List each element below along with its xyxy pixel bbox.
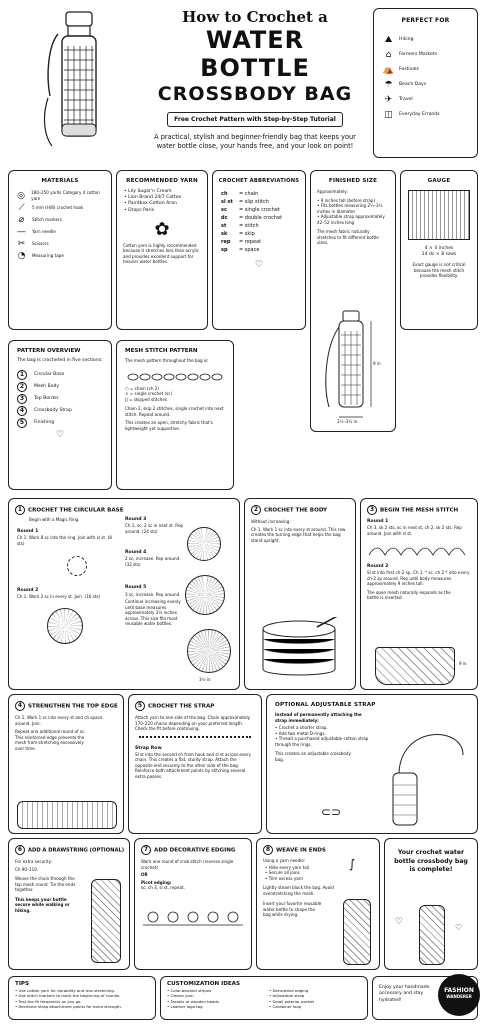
optional-strap-card	[266, 694, 478, 834]
mountain-icon: ⛰	[384, 35, 393, 45]
crossbody-bag-illustration	[389, 715, 473, 829]
market-stall-icon: ⌂	[385, 50, 392, 60]
d-ring-icon: ⊂⊃	[321, 805, 342, 819]
round-2-title: Round 2	[17, 588, 39, 594]
legend-chain: ○ = chain (ch 2)	[125, 385, 159, 391]
step-8-card	[256, 838, 380, 970]
hero-bottle-illustration	[38, 6, 116, 156]
perfect-for-item: ☂ Beach Days	[382, 80, 469, 90]
mesh-body-1: Chain 2, skip 2 stitches, single crochet into next stitch. Repeat around.	[125, 406, 224, 417]
perfect-for-title: PERFECT FOR	[401, 17, 450, 24]
title-line-2: WATER BOTTLE	[200, 26, 310, 82]
legend-single-crochet: × = single crochet (sc)	[125, 391, 173, 397]
perfect-for-item: ⌂ Farmers Markets	[382, 50, 469, 60]
idea-item: • Leather logo tag	[167, 1004, 259, 1009]
width-dimension: 2½–3½ in	[337, 419, 358, 424]
step-8-body-1: Lightly steam block the bag. Avoid overstretching the mesh.	[263, 885, 334, 896]
idea-item: • Decorative edging	[269, 988, 314, 993]
step-3-title: 3 BEGIN THE MESH STITCH	[367, 505, 477, 515]
step-6-title: 6 ADD A DRAWSTRING (OPTIONAL)	[15, 845, 129, 855]
overview-item: 5 Finishing	[17, 418, 103, 428]
gauge-note: Exact gauge is not critical because the mesh stitch provides flexibility.	[412, 262, 466, 279]
yarn-item: • Paintbox Cotton Aran	[124, 201, 200, 207]
heart-icon: ♡	[455, 923, 463, 932]
overview-item: 2 Mesh Body	[17, 382, 103, 392]
mesh-round-2-title: Round 2	[367, 564, 389, 570]
step-6-lead: For extra security:	[15, 859, 53, 864]
step-4-card	[8, 694, 124, 834]
ideas-col-2	[269, 988, 314, 1009]
step-2-body: Ch 1. Work 1 sc into every st around. This row creates the turning edge that helps the bag stand upright.	[251, 526, 346, 543]
step-6-note: This keeps your bottle secure while walking or hiking.	[15, 896, 70, 913]
gauge-line-1: 4 × 4 inches	[424, 246, 454, 251]
step-4-title: 4 STRENGTHEN THE TOP EDGE	[15, 701, 123, 711]
mesh-note: The open mesh naturally expands as the bottle is inserted.	[367, 589, 451, 601]
gauge-card	[400, 170, 478, 330]
round-5-note: Continue increasing evenly until base measures approximately 3½ inches across. This size fits most reusable water bottles.	[125, 599, 181, 627]
material-item: ◔ Measuring tape	[15, 251, 105, 261]
yarn-list	[117, 184, 207, 219]
heart-icon: ♡	[55, 430, 65, 441]
stitch-marker-icon: ⌀	[18, 215, 25, 226]
material-item: — Yarn needle	[17, 227, 56, 238]
basket-illustration	[257, 617, 347, 683]
shopping-bag-icon: ◫	[384, 110, 393, 120]
picot-text: sc, ch 3, sl st, repeat.	[141, 885, 185, 891]
round-5-text: 3 sc, increase. Rep around.	[125, 591, 181, 597]
optional-strap-title: OPTIONAL ADJUSTABLE STRAP	[275, 702, 376, 708]
pattern-overview-card	[8, 340, 112, 490]
idea-item: • Tassels or wooden beads	[167, 999, 259, 1004]
optional-strap-item: • Add two metal D-rings.	[275, 731, 371, 737]
perfect-for-item: ◫ Everyday Errands	[382, 110, 469, 120]
optional-strap-note: This creates an adjustable crossbody bag.	[275, 751, 351, 762]
finished-size-item: • Adjustable strap approximately 42–52 inches long	[317, 214, 389, 225]
title-line-3: CROSSBODY BAG	[157, 83, 353, 105]
abbreviations-card	[212, 170, 306, 330]
step-7-body: Work one round of crab stitch (reverse single crochet)	[141, 859, 234, 870]
round-5-title: Round 5	[125, 585, 147, 591]
recommended-yarn-card	[116, 170, 208, 330]
round-3-text: Ch 1, sc, 2 sc in next st. Rep around. (24 sts)	[125, 523, 184, 534]
mesh-diagram	[117, 368, 233, 386]
round-3-diagram	[187, 527, 221, 561]
customization-card	[160, 976, 368, 1020]
tip-item: • Reinforce strap attachment points for extra strength.	[15, 1004, 149, 1009]
material-item: ✂ Scissors	[15, 239, 105, 249]
drawstring-bag-illustration	[91, 879, 121, 963]
round-5-diagram	[187, 629, 231, 673]
mesh-stitch-card	[116, 340, 234, 490]
tips-title: TIPS	[15, 981, 30, 987]
round-2-text: Ch 1. Work 2 sc in every st. Join. (16 sts)	[17, 594, 101, 600]
measuring-tape-icon: ◔	[17, 251, 26, 262]
step-8-body-2: Insert your favorite reusable water bottle to shape the bag while drying.	[263, 901, 322, 918]
step-8-list	[257, 864, 379, 883]
material-item: ⌀ Stitch markers	[15, 215, 105, 225]
step-2-sub: Without increasing:	[251, 519, 291, 524]
step-8-item: • Secure all joins	[265, 870, 371, 876]
needle-icon: ∫	[349, 857, 356, 871]
step-5-card	[128, 694, 262, 834]
optional-strap-lead: Instead of permanently attaching the strap immediately:	[275, 712, 362, 723]
perfect-for-item: ⛰ Hiking	[382, 35, 469, 45]
optional-strap-item: • Crochet a shorter strap.	[275, 725, 371, 731]
round-4-diagram	[185, 575, 225, 615]
idea-item: • Color-blocked stripes	[167, 988, 259, 993]
ideas-col-1	[167, 988, 259, 1009]
material-item: ◎ 180–250 yards Category 4 cotton yarn	[15, 190, 105, 201]
subtitle-banner: Free Crochet Pattern with Step-by-Step Tutorial	[167, 112, 343, 127]
mesh-round-2-text: Sl st into first ch-2 sp. Ch 1. * sc, ch 2 * into every ch-2 sp around. Rep until body measures approximately 9 inches tall.	[367, 570, 470, 587]
step-1-card	[8, 498, 240, 690]
yarn-item: • Lion Brand 24/7 Cotton	[124, 195, 200, 201]
overview-lead: The bag is crocheted in five sections:	[17, 358, 103, 363]
magic-ring-diagram	[67, 556, 87, 576]
step-1-sub: Begin with a Magic Ring.	[29, 517, 80, 522]
round-4-text: 2 sc, increase. Rep around. (32 sts)	[125, 556, 181, 567]
step-4-body-2: Repeat one additional round of sc. This reinforced edge prevents the mesh from stretching excessively over time.	[15, 729, 86, 751]
complete-text: Your crochet water bottle crossbody bag is complete!	[394, 849, 468, 874]
gauge-swatch	[408, 190, 470, 240]
umbrella-icon: ☂	[384, 80, 393, 90]
yarn-note: Cotton yarn is highly recommended because it stretches less than acrylic and provides excellent support for heavier water bottles.	[123, 242, 199, 265]
optional-strap-list	[267, 723, 379, 749]
round-3-title: Round 3	[125, 517, 147, 522]
step-7-card	[134, 838, 252, 970]
step-2-title: 2 CROCHET THE BODY	[251, 505, 355, 515]
materials-card	[8, 170, 112, 330]
tip-item: • Test the fit frequently as you go.	[15, 999, 149, 1004]
tent-icon: ⛺	[382, 65, 395, 75]
strap-row-title: Strap Row	[135, 745, 162, 751]
idea-item: • Ombre yarn	[167, 993, 259, 998]
yarn-item: • Lily Sugar'n Cream	[124, 189, 200, 195]
perfect-for-item: ⛺ Festivals	[382, 65, 419, 75]
step-7-title: 7 ADD DECORATIVE EDGING	[141, 845, 251, 855]
sized-bottle-illustration	[319, 307, 391, 427]
base-diameter-label: 3½ in	[199, 677, 211, 682]
mesh-chain-diagram	[367, 539, 471, 561]
heart-icon: ♡	[254, 260, 264, 270]
overview-item: 3 Top Border	[17, 394, 103, 404]
tip-item: • Use cotton yarn for durability and less stretching.	[15, 988, 149, 993]
mesh-lead: The mesh pattern throughout the bag is:	[125, 358, 209, 363]
step-5-body-2: Sl st into the second ch from hook and sl st across every chain. This creates a flat, sturdy strap. Attach the opposite end securely to the other side of the bag. Reinforce both attachment points by stitching several extra passes.	[135, 751, 251, 779]
yarn-ball-icon: ◎	[17, 190, 25, 201]
idea-item: • Adjustable strap	[269, 993, 314, 998]
finished-size-lead: Approximately:	[317, 189, 348, 194]
mesh-round-1-title: Round 1	[367, 519, 389, 524]
abbreviations-title: CROCHET ABBREVIATIONS	[218, 178, 300, 184]
material-item: ⟋ 5 mm (H/8) crochet hook	[15, 203, 105, 213]
finished-size-note: The mesh fabric naturally stretches to fit different bottle sizes.	[317, 229, 379, 246]
overview-item: 1 Circular Base	[17, 370, 103, 380]
cotton-plant-icon: ✿	[154, 218, 170, 240]
round-4-title: Round 4	[125, 550, 147, 556]
finished-bag-illustration	[419, 905, 445, 965]
outro-text: Enjoy your handmade accessory and stay hydrated!	[379, 985, 430, 1003]
overview-title: PATTERN OVERVIEW	[17, 348, 81, 354]
round-1-text: Ch 1. Work 8 sc into the ring. Join with sl st. (8 sts)	[17, 535, 112, 546]
title-line-1: How to Crochet a	[182, 8, 328, 26]
materials-title: MATERIALS	[41, 178, 79, 184]
perfect-for-card	[373, 8, 478, 158]
ideas-title: CUSTOMIZATION IDEAS	[167, 981, 241, 987]
edge-illustration	[17, 801, 117, 829]
yarn-title: RECOMMENDED YARN	[126, 178, 198, 184]
step-5-body-1: Attach yarn to one side of the bag. Chain approximately 170–220 chains depending on your preferred length. Check the fit before continuing.	[135, 715, 251, 732]
optional-strap-item: • Thread a purchased adjustable cotton strap through the rings.	[275, 736, 371, 747]
finished-size-card	[310, 170, 396, 432]
step-6-chain: Ch 90–110.	[15, 866, 39, 872]
mesh-bag-illustration	[375, 647, 455, 685]
finished-size-item: • Fits bottles measuring 2½–3½ inches in diameter	[317, 203, 389, 214]
step-7-or: OR	[141, 872, 148, 878]
step-5-title: 5 CROCHET THE STRAP	[135, 701, 261, 711]
step-4-body-1: Ch 1. Work 1 sc into every st and ch space around. Join.	[15, 715, 103, 726]
finished-size-title: FINISHED SIZE	[328, 178, 378, 184]
brand-logo: FASHION WANDERER	[438, 974, 480, 1016]
idea-item: • Carabiner loop	[269, 1004, 314, 1009]
tip-item: • Use stitch markers to mark the beginning of rounds.	[15, 993, 149, 998]
step-6-card	[8, 838, 130, 970]
mesh-round-1-text: Ch 3, sk 2 sts, sc in next st, ch 2, sk 2 sts. Rep around. Join with sl st.	[367, 525, 462, 536]
idea-item: • Small exterior pocket	[269, 999, 314, 1004]
step-8-item: • Hide every yarn tail	[265, 865, 371, 871]
step-6-body: Weave the chain through the top mesh round. Tie the ends together.	[15, 876, 76, 893]
yarn-item: • Drops Paris	[124, 208, 200, 214]
scissors-icon: ✂	[17, 239, 26, 250]
gauge-line-2: 14 dc × 8 rows	[421, 252, 457, 258]
step-3-card	[360, 498, 478, 690]
overview-item: 4 Crossbody Strap	[17, 406, 103, 416]
heart-icon: ♡	[395, 917, 404, 927]
mesh-body-2: This creates an open, stretchy fabric that's lightweight yet supportive.	[125, 420, 213, 431]
steam-bottle-illustration	[343, 899, 371, 965]
step-8-item: • Trim excess yarn	[265, 876, 371, 882]
complete-card	[384, 838, 478, 970]
perfect-for-item: ✈ Travel	[382, 95, 469, 105]
step-1-title: 1 CROCHET THE CIRCULAR BASE	[15, 505, 239, 515]
mesh-height-label: 9 in	[459, 661, 467, 666]
height-dimension: 9 in	[373, 361, 381, 366]
step-8-lead: Using a yarn needle:	[263, 858, 306, 863]
round-1-title: Round 1	[17, 529, 39, 534]
finished-size-item: • 9 inches tall (before strap)	[317, 198, 389, 204]
tips-card	[8, 976, 156, 1020]
step-8-title: 8 WEAVE IN ENDS	[263, 845, 379, 855]
mesh-title: MESH STITCH PATTERN	[125, 348, 198, 354]
yarn-needle-icon: —	[17, 227, 26, 238]
picot-edging-diagram	[141, 895, 245, 935]
abbreviations-list: ch = chain sl st = slip stitch sc = single crochet dc = double crochet st = stitch sk = skip rep = repeat sp = space	[221, 191, 283, 253]
finished-size-list	[317, 198, 389, 226]
intro-text: A practical, stylish and beginner-friendly bag that keeps your water bottle close, your hands free, and your look on point!	[154, 133, 356, 151]
step-2-card	[244, 498, 356, 690]
round-2-diagram	[47, 608, 83, 644]
gauge-title: GAUGE	[427, 178, 451, 184]
legend-skipped: || = skipped stitches	[125, 396, 168, 402]
chain-illustration	[139, 736, 251, 742]
crochet-hook-icon: ⟋	[18, 203, 25, 214]
tips-list	[9, 987, 155, 1010]
picot-title: Picot edging:	[141, 879, 172, 885]
plane-icon: ✈	[384, 95, 393, 105]
